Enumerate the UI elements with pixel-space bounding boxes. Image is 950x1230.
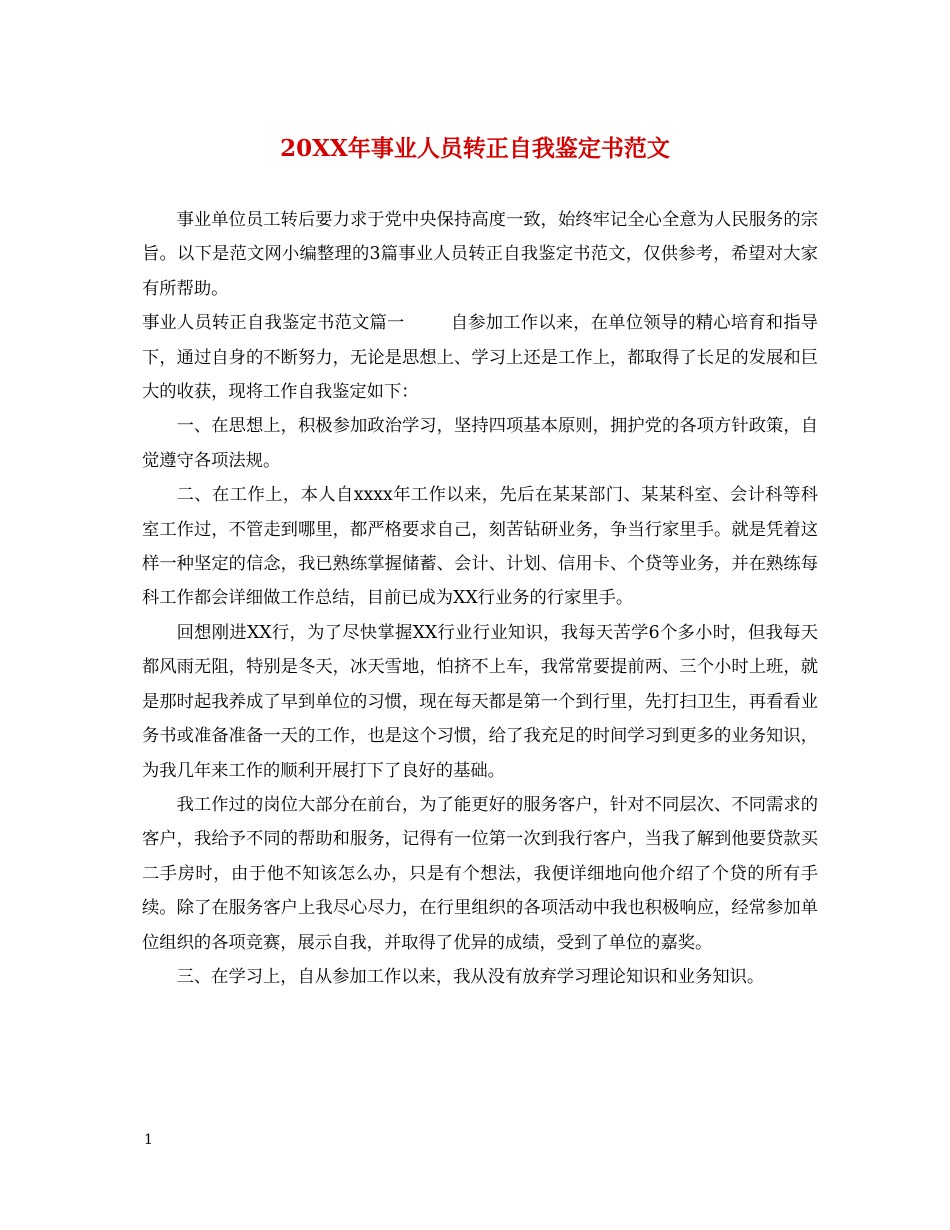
study-paragraph: 三、在学习上，自从参加工作以来，我从没有放弃学习理论知识和业务知识。 [176, 966, 765, 987]
thought-paragraph: 一、在思想上，积极参加政治学习，坚持四项基本原则，拥护党的各项方针政策，自觉遵守各项法规。 [142, 416, 818, 471]
document-title: 20XX年事业人员转正自我鉴定书范文 [280, 135, 670, 162]
section-heading: 事业人员转正自我鉴定书范文篇一 [142, 313, 405, 334]
work-paragraph: 二、在工作上，本人自xxxx年工作以来，先后在某某部门、某某科室、会计科等科室工作过，不管走到哪里，都严格要求自己，刻苦钻研业务，争当行家里手。就是凭着这样一种坚定的信念，我已熟练掌握储蓄、会计、计划、信用卡、个贷等业务，并在熟练每科工作都会详细做工作总结，目前已成为XX行业务的行家里手。 [142, 485, 818, 609]
section-intro: 自参加工作以来，在单位领导的精心培育和指导下，通过自身的不断努力，无论是思想上、学习上还是工作上，都取得了长足的发展和巨大的收获，现将工作自我鉴定如下： [142, 313, 818, 403]
document-body [142, 203, 818, 994]
section-paragraph [142, 306, 818, 409]
service-paragraph: 我工作过的岗位大部分在前台，为了能更好的服务客户，针对不同层次、不同需求的客户，我给予不同的帮助和服务，记得有一位第一次到我行客户，当我了解到他要贷款买二手房时，由于他不知该怎么办，只是有个想法，我便详细地向他介绍了个贷的所有手续。除了在服务客户上我尽心尽力，在行里组织的各项活动中我也积极响应，经常参加单位组织的各项竞赛，展示自我，并取得了优异的成绩，受到了单位的嘉奖。 [142, 794, 818, 953]
recollection-paragraph: 回想刚进XX行，为了尽快掌握XX行业行业知识，我每天苦学6个多小时，但我每天都风雨无阻，特别是冬天，冰天雪地，怕挤不上车，我常常要提前两、三个小时上班，就是那时起我养成了早到单位的习惯，现在每天都是第一个到行里，先打扫卫生，再看看业务书或准备准备一天的工作，也是这个习惯，给了我充足的时间学习到更多的业务知识，为我几年来工作的顺利开展打下了良好的基础。 [142, 622, 818, 781]
intro-paragraph: 事业单位员工转后要力求于党中央保持高度一致，始终牢记全心全意为人民服务的宗旨。以下是范文网小编整理的3篇事业人员转正自我鉴定书范文，仅供参考，希望对大家有所帮助。 [142, 210, 818, 299]
page-number: 1 [144, 1132, 153, 1148]
